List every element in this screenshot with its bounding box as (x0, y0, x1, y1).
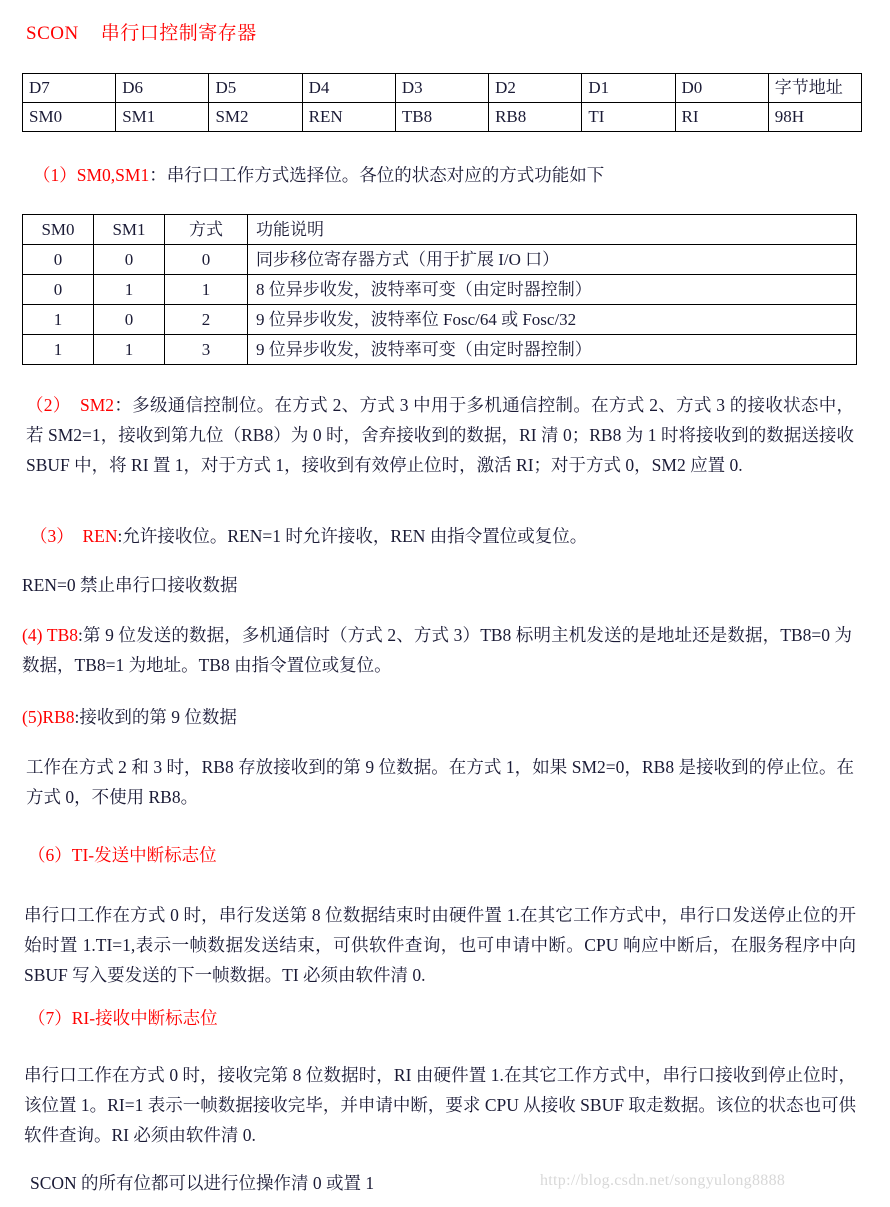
cell-name-ri: RI (675, 103, 768, 132)
cell-name-rb8: RB8 (489, 103, 582, 132)
cell-byte-address-header: 字节地址 (768, 74, 861, 103)
col-header-sm1: SM1 (94, 215, 165, 245)
section-ri (28, 1003, 848, 1033)
section-name-sm0-sm1: SM0,SM1 (76, 165, 150, 185)
section-body-tb8: :第 9 位发送的数据，多机通信时（方式 2、方式 3）TB8 标明主机发送的是地址还是数据，TB8=0 为数据，TB8=1 为地址。TB8 由指令置位或复位。 (22, 625, 853, 675)
statement-ren-zero: REN=0 禁止串行口接收数据 (22, 575, 238, 595)
cell-sm0: 1 (23, 305, 94, 335)
table-row (23, 305, 857, 335)
table-row-header (23, 215, 857, 245)
cell-sm1: 1 (94, 335, 165, 365)
section-name-rb8: RB8 (42, 707, 75, 727)
section-marker-4: (4) (22, 625, 43, 645)
cell-mode: 2 (165, 305, 248, 335)
section-ri-detail: 串行口工作在方式 0 时，接收完第 8 位数据时，RI 由硬件置 1.在其它工作方式中，串行口接收到停止位时，该位置 1。RI=1 表示一帧数据接收完毕，并申请中断，要求 CPU 从接收 SBUF 取走数据。该位的状态也可供软件查询。RI 必须由软件清 0. (24, 1065, 856, 1145)
cell-description: 同步移位寄存器方式（用于扩展 I/O 口） (248, 245, 857, 275)
cell-description: 9 位异步收发，波特率位 Fosc/64 或 Fosc/32 (248, 305, 857, 335)
section-ti-detail: 串行口工作在方式 0 时，串行发送第 8 位数据结束时由硬件置 1.在其它工作方式中，串行口发送停止位的开始时置 1.TI=1,表示一帧数据发送结束，可供软件查询，也可申请中断。CPU 响应中断后，在服务程序中向 SBUF 写入要发送的下一帧数据。TI 必须由软件清 0. (24, 905, 856, 985)
cell-sm0: 0 (23, 245, 94, 275)
cell-byte-address-value: 98H (768, 103, 861, 132)
cell-name-sm0: SM0 (23, 103, 116, 132)
cell-bit-d4: D4 (302, 74, 395, 103)
section-marker-7: （7） (28, 1008, 72, 1028)
section-name-sm2: SM2 (80, 395, 115, 415)
cell-sm1: 0 (94, 245, 165, 275)
cell-bit-d3: D3 (395, 74, 488, 103)
page-title (26, 18, 257, 45)
cell-mode: 1 (165, 275, 248, 305)
cell-mode: 0 (165, 245, 248, 275)
cell-name-ti: TI (582, 103, 675, 132)
table-row-bit-names (23, 103, 862, 132)
section-tb8 (22, 620, 852, 680)
table-row (23, 335, 857, 365)
section-rb8 (22, 702, 842, 732)
section-body-rb8: :接收到的第 9 位数据 (74, 707, 237, 727)
serial-mode-table (22, 214, 857, 365)
section-marker-3: （3） (30, 526, 74, 546)
table-row (23, 275, 857, 305)
cell-sm0: 1 (23, 335, 94, 365)
section-body-ti: -发送中断标志位 (88, 845, 217, 865)
section-marker-2: （2） (26, 395, 71, 415)
cell-bit-d1: D1 (582, 74, 675, 103)
section-name-ti: TI (71, 845, 89, 865)
scon-bit-table (22, 73, 862, 132)
cell-sm0: 0 (23, 275, 94, 305)
section-marker-1: （1） (33, 165, 77, 185)
cell-sm1: 1 (94, 275, 165, 305)
cell-bit-d7: D7 (23, 74, 116, 103)
table-row-bit-positions (23, 74, 862, 103)
section-ren (30, 521, 850, 551)
watermark-url: http://blog.csdn.net/songyulong8888 (540, 1172, 786, 1189)
section-marker-5: (5) (22, 707, 43, 727)
table-row (23, 245, 857, 275)
cell-name-sm1: SM1 (116, 103, 209, 132)
page-title-text: 串行口控制寄存器 (100, 23, 257, 44)
section-rb8-detail: 工作在方式 2 和 3 时，RB8 存放接收到的第 9 位数据。在方式 1，如果 SM2=0，RB8 是接收到的停止位。在方式 0，不使用 RB8。 (26, 757, 854, 807)
page-title-code: SCON (26, 23, 79, 44)
section-sm0-sm1 (33, 160, 853, 190)
cell-name-tb8: TB8 (395, 103, 488, 132)
cell-name-sm2: SM2 (209, 103, 302, 132)
cell-mode: 3 (165, 335, 248, 365)
col-header-mode: 方式 (165, 215, 248, 245)
section-marker-6: （6） (28, 845, 72, 865)
cell-bit-d5: D5 (209, 74, 302, 103)
cell-bit-d6: D6 (116, 74, 209, 103)
section-name-ren: REN (82, 526, 118, 546)
section-body-ren: :允许接收位。REN=1 时允许接收，REN 由指令置位或复位。 (117, 526, 588, 546)
section-body-sm0-sm1: ：串行口工作方式选择位。各位的状态对应的方式功能如下 (149, 165, 605, 185)
cell-description: 8 位异步收发，波特率可变（由定时器控制） (248, 275, 857, 305)
section-name-tb8: TB8 (46, 625, 79, 645)
section-sm2 (26, 390, 854, 480)
cell-bit-d2: D2 (489, 74, 582, 103)
cell-name-ren: REN (302, 103, 395, 132)
section-body-sm2: ：多级通信控制位。在方式 2、方式 3 中用于多机通信控制。在方式 2、方式 3 的接收状态中，若 SM2=1，接收到第九位（RB8）为 0 时，舍弃接收到的数据，RI 清 0；RB8 为 1 时将接收到的数据送接收 SBUF 中，将 RI 置 1，对于方式 1，接收到有效停止位时，激活 RI；对于方式 0，SM2 应置 0. (26, 395, 855, 475)
cell-description: 9 位异步收发，波特率可变（由定时器控制） (248, 335, 857, 365)
col-header-sm0: SM0 (23, 215, 94, 245)
closing-statement: SCON 的所有位都可以进行位操作清 0 或置 1 (30, 1173, 375, 1193)
cell-sm1: 0 (94, 305, 165, 335)
cell-bit-d0: D0 (675, 74, 768, 103)
section-body-ri: -接收中断标志位 (89, 1008, 218, 1028)
section-name-ri: RI (71, 1008, 90, 1028)
section-ti (28, 840, 848, 870)
col-header-description: 功能说明 (248, 215, 857, 245)
